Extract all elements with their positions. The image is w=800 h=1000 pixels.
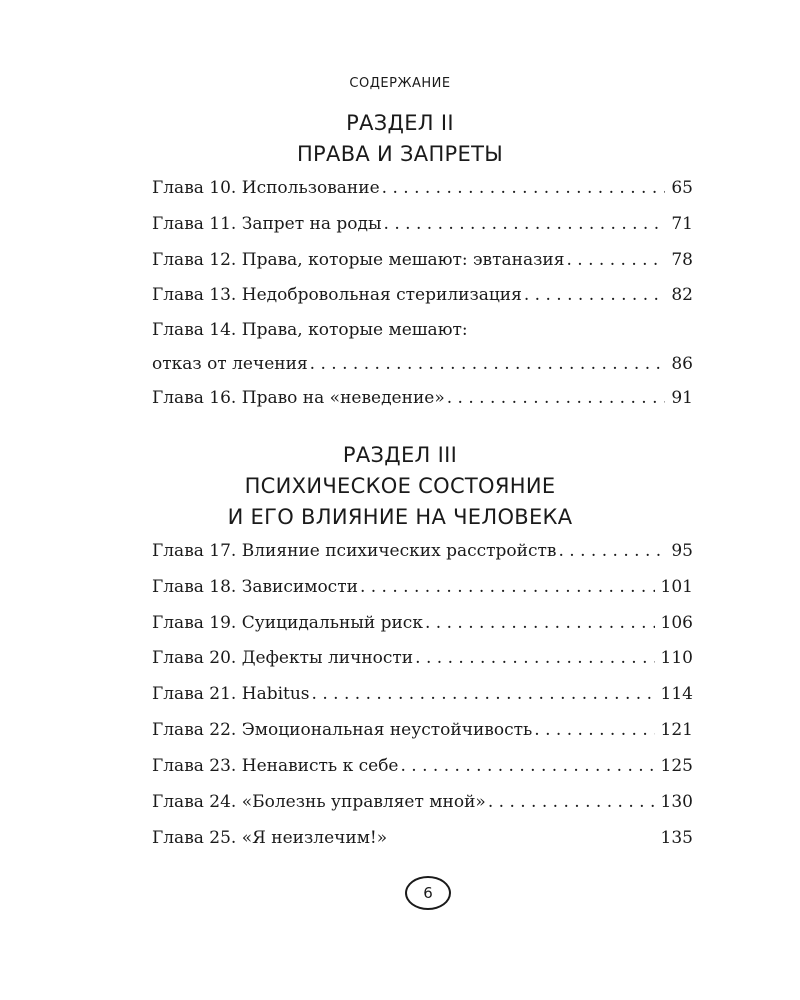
- toc-entry[interactable]: [152, 613, 693, 637]
- toc-entry[interactable]: [152, 792, 693, 816]
- toc-entry-page: 91: [671, 388, 693, 408]
- toc-entry[interactable]: [152, 577, 693, 601]
- toc-entry[interactable]: [152, 720, 693, 744]
- dot-leader: [382, 178, 666, 198]
- toc-entry[interactable]: [152, 828, 693, 852]
- section-heading-3: [0, 440, 800, 533]
- toc-entry[interactable]: [152, 684, 693, 708]
- toc-entry-title: Глава 20. Дефекты личности: [152, 648, 414, 668]
- toc-entry-title: Глава 11. Запрет на роды: [152, 214, 382, 234]
- toc-entry-title: Глава 12. Права, которые мешают: эвтаназия: [152, 250, 565, 270]
- toc-entry-page: 71: [671, 214, 693, 234]
- toc-entry[interactable]: [152, 756, 693, 780]
- dot-leader: [566, 250, 665, 270]
- toc-entry-page: 121: [660, 720, 693, 740]
- toc-entry[interactable]: [152, 250, 693, 274]
- toc-entry[interactable]: [152, 178, 693, 202]
- toc-entry-title: Глава 24. «Болезнь управляет мной»: [152, 792, 486, 812]
- dot-leader: [488, 792, 655, 812]
- toc-entry-page: 86: [671, 354, 693, 374]
- toc-entry-title: Глава 10. Использование: [152, 178, 380, 198]
- toc-entry[interactable]: [152, 541, 693, 565]
- toc-entry-page: 110: [660, 648, 693, 668]
- toc-entry-title: Глава 17. Влияние психических расстройств: [152, 541, 557, 561]
- dot-leader: [524, 285, 666, 305]
- section-title: И ЕГО ВЛИЯНИЕ НА ЧЕЛОВЕКА: [227, 505, 573, 529]
- toc-entry-page: 106: [660, 613, 693, 633]
- toc-entry-page: 101: [660, 577, 693, 597]
- section-number: РАЗДЕЛ III: [342, 443, 458, 467]
- section-heading-2: [0, 108, 800, 170]
- section-title: ПРАВА И ЗАПРЕТЫ: [296, 142, 504, 166]
- section-title: ПСИХИЧЕСКОЕ СОСТОЯНИЕ: [244, 474, 556, 498]
- toc-entry-title: Глава 19. Суицидальный риск: [152, 613, 423, 633]
- toc-entry-title: Глава 18. Зависимости: [152, 577, 358, 597]
- toc-entry-page: 78: [671, 250, 693, 270]
- toc-entry[interactable]: [152, 320, 693, 378]
- toc-entry-title: Глава 13. Недобровольная стерилизация: [152, 285, 522, 305]
- dot-leader: [360, 577, 655, 597]
- toc-entry-page: 65: [671, 178, 693, 198]
- toc-entry-page: 125: [660, 756, 693, 776]
- dot-leader: [312, 684, 655, 704]
- dot-leader: [400, 756, 654, 776]
- toc-entry[interactable]: [152, 648, 693, 672]
- toc-entry-page: 114: [660, 684, 693, 704]
- section-number: РАЗДЕЛ II: [346, 111, 454, 135]
- toc-entry-title: Глава 16. Право на «неведение»: [152, 388, 445, 408]
- dot-leader: [425, 613, 655, 633]
- page-number-badge: 6: [405, 876, 451, 910]
- toc-entry-title: Глава 22. Эмоциональная неустойчивость: [152, 720, 533, 740]
- toc-entry-page: 82: [671, 285, 693, 305]
- toc-entry-page: 130: [660, 792, 693, 812]
- running-head: СОДЕРЖАНИЕ: [349, 76, 451, 91]
- dot-leader: [415, 648, 654, 668]
- toc-entry[interactable]: [152, 214, 693, 238]
- toc-entry[interactable]: [152, 285, 693, 309]
- dot-leader: [310, 354, 666, 374]
- toc-entry-title: Глава 23. Ненависть к себе: [152, 756, 399, 776]
- toc-entry-page: 95: [671, 541, 693, 561]
- dot-leader: [447, 388, 666, 408]
- dot-leader: [559, 541, 666, 561]
- dot-leader: [534, 720, 654, 740]
- toc-entry-title: отказ от лечения: [152, 354, 308, 374]
- toc-entry-page: 135: [660, 828, 693, 848]
- toc-entry-title: Глава 21. Habitus: [152, 684, 310, 704]
- dot-leader: [384, 214, 666, 234]
- toc-entry-title: Глава 25. «Я неизлечим!»: [152, 828, 388, 848]
- toc-entry-title-line1: Глава 14. Права, которые мешают:: [152, 320, 468, 340]
- toc-entry[interactable]: [152, 388, 693, 412]
